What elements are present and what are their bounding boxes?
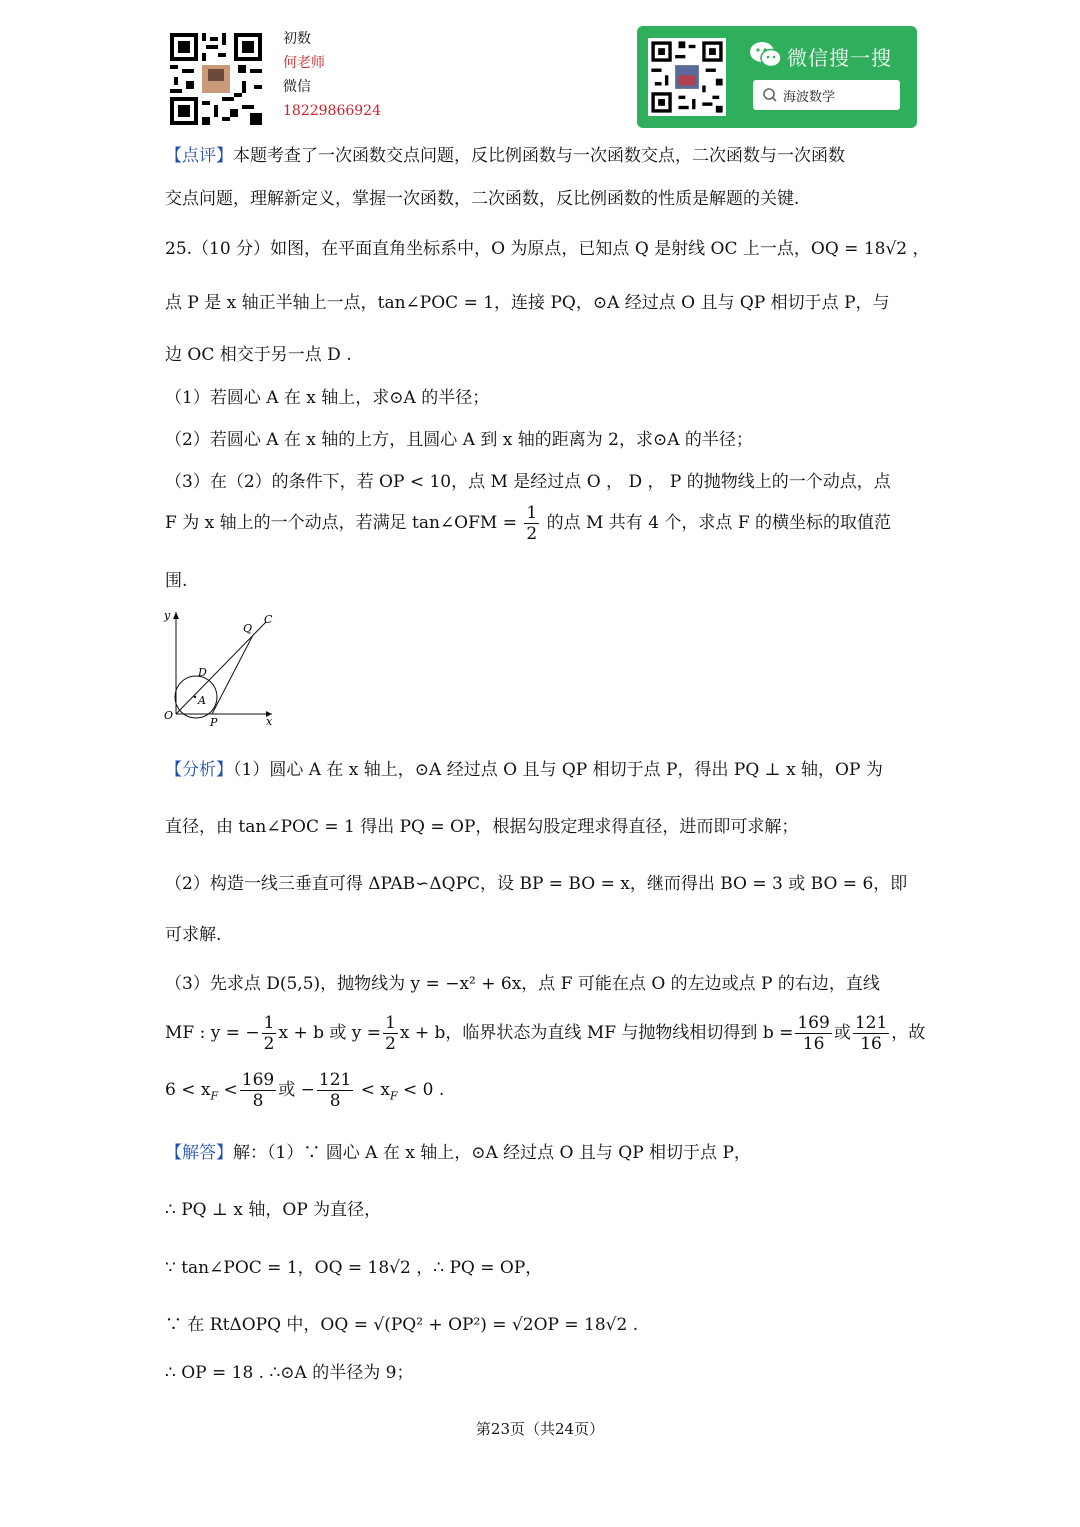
segment-pq [212,635,253,714]
analysis-3b-part-e: ，故 [891,1023,926,1043]
analysis-line-1b: 直径，由 tan∠POC = 1 得出 PQ = OP，根据勾股定理求得直径，进而即可求解； [165,817,799,837]
fraction-numerator: 121 [854,1013,888,1033]
analysis-3c-part-b: < [218,1080,238,1100]
label-x: x [266,715,273,728]
page-footer: 第23页（共24页） [475,1420,605,1438]
analysis-3b-part-b: x + b 或 y = [278,1023,382,1043]
question-25-header: 25.（10 分）如图，在平面直角坐标系中，O 为原点，已知点 Q 是射线 OC 上一点，OQ = 18√2 ， [165,239,930,259]
question-25-line-2: 点 P 是 x 轴正半轴上一点，tan∠POC = 1，连接 PQ，⊙A 经过点 O 且与 QP 相切于点 P，与 [165,293,890,313]
label-p: P [210,716,218,728]
question-25-part-3b-pre: F 为 x 轴上的一个动点，若满足 tan∠OFM = [165,513,517,533]
analysis-3b-part-a: MF : y = − [165,1023,260,1043]
analysis-text-1a: （1）圆心 A 在 x 轴上，⊙A 经过点 O 且与 QP 相切于点 P，得出 PQ ⊥ x 轴，OP 为 [233,760,883,780]
analysis-line-1a [165,755,883,780]
contact-label-subject: 初数 [283,31,311,47]
wechat-logo-icon [749,40,783,70]
fraction-numerator: 121 [318,1070,352,1090]
answer-tag: 【解答】 [165,1143,233,1163]
analysis-3c-part-c: 或 − [278,1080,315,1100]
fraction-one-half [524,503,539,544]
banner-qr-code [648,38,726,116]
fraction-denominator: 2 [385,1034,396,1054]
answer-line-1 [165,1138,751,1163]
answer-text-1: 解：（1）∵ 圆心 A 在 x 轴上，⊙A 经过点 O 且与 QP 相切于点 P， [233,1143,751,1163]
fraction-numerator: 1 [263,1013,275,1033]
fraction-denominator: 8 [252,1091,264,1111]
review-tag: 【点评】 [165,146,233,166]
y-axis-arrow [173,612,179,619]
analysis-tag: 【分析】 [165,760,233,780]
qr-code-teacher [170,33,262,125]
fraction-denominator: 8 [329,1091,341,1111]
fraction-one-half [383,1013,398,1054]
review-line-2: 交点问题，理解新定义，掌握一次函数，二次函数，反比例函数的性质是解题的关键. [165,189,800,209]
search-icon [762,87,778,103]
fraction-numerator: 1 [526,503,538,523]
fraction-denominator: 16 [860,1034,882,1054]
question-25-part-1: （1）若圆心 A 在 x 轴上，求⊙A 的半径； [165,388,490,408]
answer-line-5: ∴ OP = 18 . ∴⊙A 的半径为 9； [165,1363,414,1383]
qr-code-icon [170,33,262,125]
label-o: O [164,709,174,722]
answer-line-2: ∴ PQ ⊥ x 轴，OP 为直径， [165,1200,382,1220]
fraction-numerator: 1 [385,1013,396,1033]
analysis-line-3b [165,1013,925,1054]
analysis-3c-part-a: 6 < x [165,1080,211,1100]
label-y: y [164,609,171,622]
fraction-one-half [262,1013,277,1054]
geometry-figure [160,608,285,728]
fraction-numerator: 169 [241,1070,275,1090]
question-25-part-3b-post: 的点 M 共有 4 个，求点 F 的横坐标的取值范 [546,513,892,533]
answer-line-3: ∵ tan∠POC = 1，OQ = 18√2 ，∴ PQ = OP， [165,1258,543,1278]
question-25-part-2: （2）若圆心 A 在 x 轴的上方，且圆心 A 到 x 轴的距离为 2，求⊙A 的半径； [165,430,753,450]
fraction-denominator: 16 [802,1034,825,1054]
fraction-denominator: 2 [263,1034,275,1054]
analysis-3c-part-d: < x [355,1080,390,1100]
analysis-line-3a: （3）先求点 D(5,5)，抛物线为 y = −x² + 6x，点 F 可能在点 O 的左边或点 P 的右边，直线 [165,974,880,994]
analysis-3b-part-d: 或 [833,1023,851,1043]
fraction-169-16 [795,1013,831,1054]
analysis-3c-part-e: < 0 . [397,1080,445,1100]
fraction-169-8 [240,1070,276,1111]
contact-label-wechat: 微信 [283,79,311,95]
wechat-search-banner[interactable] [637,26,917,128]
contact-info [283,27,381,123]
center-a-point [194,696,196,698]
contact-phone[interactable]: 18229866924 [283,103,381,119]
analysis-line-2b: 可求解. [165,925,222,945]
subscript-f: F [389,1089,398,1103]
analysis-3b-part-c: x + b，临界状态为直线 MF 与抛物线相切得到 b = [399,1023,794,1043]
banner-search-text: 海波数学 [783,90,836,105]
banner-search-box[interactable] [753,80,900,110]
question-25-part-3b [165,503,891,544]
subscript-f: F [210,1089,219,1103]
fraction-numerator: 169 [797,1013,830,1033]
question-25-line-3: 边 OC 相交于另一点 D . [165,345,352,365]
contact-teacher-name: 何老师 [283,55,325,71]
answer-line-4: ∵ 在 RtΔOPQ 中，OQ = √(PQ² + OP²) = √2OP = 18√2 . [165,1315,639,1335]
question-25-part-3a: （3）在（2）的条件下，若 OP < 10，点 M 是经过点 O ， D ， P 的抛物线上的一个动点，点 [165,472,891,492]
fraction-121-16 [853,1013,889,1054]
fraction-121-8 [317,1070,353,1111]
review-line-1 [165,141,845,166]
label-a: A [198,694,206,707]
qr-code-icon [648,38,726,116]
analysis-line-2a: （2）构造一线三垂直可得 ΔPAB∽ΔQPC，设 BP = BO = x，继而得出 BO = 3 或 BO = 6，即 [165,874,908,894]
label-c: C [264,613,273,626]
banner-title: 微信搜一搜 [787,46,892,70]
label-q: Q [243,622,253,635]
question-25-part-3c: 围. [165,571,188,591]
label-d: D [198,666,207,679]
fraction-denominator: 2 [526,524,538,544]
analysis-line-3c [165,1070,444,1111]
review-text-1: 本题考查了一次函数交点问题，反比例函数与一次函数交点，二次函数与一次函数 [233,146,845,166]
